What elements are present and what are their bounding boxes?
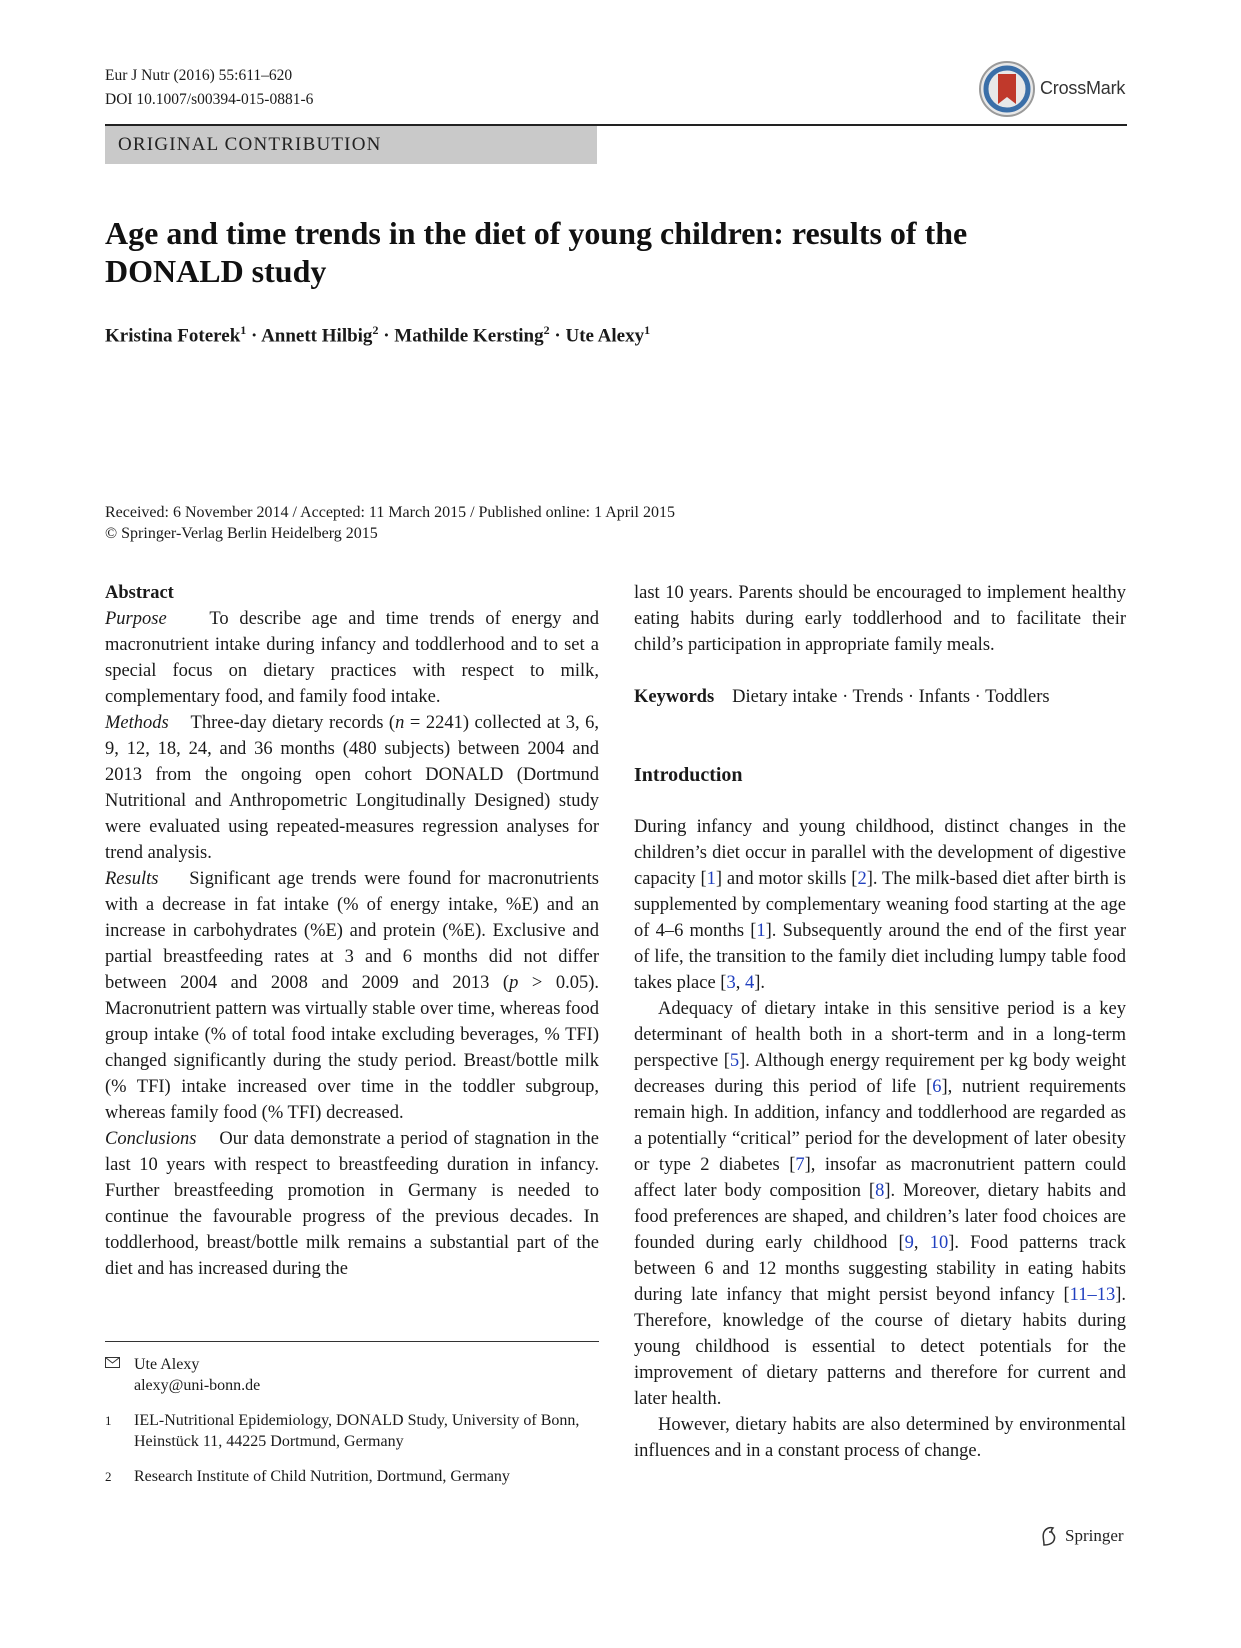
results-text-continued: > 0.05). Macronutrient pattern was virtually stable over time, whereas food group intake (% of total food intake excluding beverages, % TFI) changed significantly during the study period. Breast/bottle milk (% TFI) intake increased over time in the toddler subgroup, whereas family food (% TFI) decreased. bbox=[105, 973, 599, 1123]
methods-text: Three-day dietary records ( bbox=[190, 713, 396, 733]
body-text: ]. Therefore, knowledge of the course of dietary habits during young childhood is essential to detect potentials for the improvement of dietary patterns and therefore for current and later health. bbox=[634, 1285, 1126, 1409]
body-text: ]. Although energy requirement per kg body weight decreases during this period of life [ bbox=[634, 1051, 1126, 1097]
citation-link[interactable]: 3 bbox=[726, 973, 736, 993]
citation-link[interactable]: 1 bbox=[706, 869, 716, 889]
abstract-conclusions-continued: last 10 years. Parents should be encouraged to implement healthy eating habits during early toddlerhood and to facilitate their child’s participation in appropriate family meals. bbox=[634, 583, 1126, 655]
springer-horse-icon bbox=[1038, 1525, 1060, 1547]
affiliation-1 bbox=[105, 1410, 599, 1452]
journal-citation: Eur J Nutr (2016) 55:611–620 bbox=[105, 67, 293, 84]
author-name[interactable]: Ute Alexy bbox=[565, 325, 645, 347]
author-affiliation-mark: 1 bbox=[240, 323, 247, 337]
intro-paragraph-2 bbox=[634, 996, 1126, 1412]
doi[interactable]: DOI 10.1007/s00394-015-0881-6 bbox=[105, 91, 314, 108]
affiliation-2 bbox=[105, 1466, 599, 1487]
body-text: ]. Food patterns track between 6 and 12 months suggesting stability in eating habits during late infancy that might persist beyond infancy [ bbox=[634, 1233, 1126, 1305]
crossmark-label: CrossMark bbox=[1040, 78, 1126, 98]
citation-link[interactable]: 5 bbox=[729, 1051, 740, 1071]
conclusions-text: Our data demonstrate a period of stagnation in the last 10 years with respect to breastfeeding duration in infancy. Further breastfeeding promotion in Germany is needed to continue the favourable progress of the previous decades. In toddlerhood, breast/bottle milk remains a substantial part of the diet and has increased during the bbox=[105, 1129, 600, 1279]
body-text: ]. The milk-based diet after birth is supplemented by complementary weaning food starting at the age of 4–6 months [ bbox=[634, 869, 1126, 941]
results-label: Results bbox=[105, 869, 159, 889]
body-text: ], nutrient requirements remain high. In addition, infancy and toddlerhood are regarded as a potentially “critical” period for the development of later obesity or type 2 diabetes [ bbox=[634, 1077, 1126, 1175]
affiliation-text: Research Institute of Child Nutrition, Dortmund, Germany bbox=[134, 1468, 510, 1485]
journal-reference bbox=[105, 64, 313, 112]
affiliation-mark: 2 bbox=[105, 1469, 112, 1484]
body-text: ]. Subsequently around the end of the first year of life, the transition to the family diet including lumpy table food takes place [ bbox=[634, 921, 1126, 993]
copyright-line: © Springer-Verlag Berlin Heidelberg 2015 bbox=[105, 525, 378, 542]
author-name[interactable]: Kristina Foterek bbox=[105, 325, 241, 347]
citation-link[interactable]: 4 bbox=[744, 973, 755, 993]
author-affiliation-mark: 1 bbox=[644, 323, 651, 337]
corresponding-email[interactable]: alexy@uni-bonn.de bbox=[134, 1377, 261, 1394]
body-text: , bbox=[913, 1233, 930, 1253]
abstract-conclusions bbox=[105, 1126, 599, 1282]
results-text: Significant age trends were found for macronutrients with a decrease in fat intake (% of energy intake, %E) and an increase in carbohydrates (%E) and protein (%E). Exclusive and partial breastfeeding rates at 3 and 6 months did not differ between 2004 and 2008 and 2009 and 2013 ( bbox=[105, 869, 599, 993]
body-text: During infancy and young childhood, distinct changes in the children’s diet occur in parallel with the development of digestive capacity [ bbox=[634, 817, 1126, 889]
crossmark-icon bbox=[978, 60, 1036, 118]
sample-size-symbol: n bbox=[395, 713, 405, 733]
citation-link[interactable]: 9 bbox=[904, 1233, 914, 1253]
conclusions-label: Conclusions bbox=[105, 1129, 197, 1149]
citation-link[interactable]: 10 bbox=[929, 1233, 949, 1253]
citation-link[interactable]: 6 bbox=[932, 1077, 942, 1097]
author-name[interactable]: Mathilde Kersting bbox=[394, 325, 544, 347]
right-column bbox=[634, 580, 1126, 1464]
affiliation-mark: 1 bbox=[105, 1413, 112, 1428]
article-title: Age and time trends in the diet of young children: results of the DONALD study bbox=[105, 215, 968, 289]
history-line: Received: 6 November 2014 / Accepted: 11 March 2015 / Published online: 1 April 2015 bbox=[105, 504, 675, 521]
body-text: ] and motor skills [ bbox=[715, 869, 858, 889]
methods-text-continued: = 2241) collected at 3, 6, 9, 12, 18, 24, and 36 months (480 subjects) between 2004 and 2013 from the ongoing open cohort DONALD (Dortmund Nutritional and Anthropometric Longitudinally Designed) study were evaluated using repeated-measures regression analyses for trend analysis. bbox=[105, 713, 599, 863]
body-text: ], insofar as macronutrient pattern could affect later body composition [ bbox=[634, 1155, 1126, 1201]
citation-link[interactable]: 11–13 bbox=[1069, 1285, 1116, 1305]
corresponding-author bbox=[105, 1354, 599, 1396]
author-list bbox=[105, 323, 650, 347]
abstract-heading: Abstract bbox=[105, 583, 174, 603]
corresponding-name: Ute Alexy bbox=[134, 1356, 200, 1373]
body-text: Adequacy of dietary intake in this sensitive period is a key determinant of health both in a short-term and in a long-term perspective [ bbox=[634, 999, 1126, 1071]
envelope-icon bbox=[105, 1354, 134, 1396]
citation-link[interactable]: 8 bbox=[875, 1181, 885, 1201]
purpose-label: Purpose bbox=[105, 609, 167, 629]
keywords-list: Dietary intake · Trends · Infants · Toddlers bbox=[732, 687, 1050, 707]
keywords-label: Keywords bbox=[634, 687, 715, 707]
p-value-symbol: p bbox=[509, 973, 519, 993]
methods-label: Methods bbox=[105, 713, 169, 733]
section-label: ORIGINAL CONTRIBUTION bbox=[118, 134, 382, 155]
body-text: ]. Moreover, dietary habits and food preferences are shaped, and children’s later food choices are founded during early childhood [ bbox=[634, 1181, 1126, 1253]
footnote-rule bbox=[105, 1341, 599, 1342]
citation-link[interactable]: 2 bbox=[857, 869, 867, 889]
intro-paragraph-3: However, dietary habits are also determined by environmental influences and in a constant process of change. bbox=[634, 1415, 1126, 1461]
section-band bbox=[105, 126, 597, 164]
author-affiliation-mark: 2 bbox=[372, 323, 379, 337]
author-separator: · bbox=[383, 325, 390, 347]
citation-link[interactable]: 1 bbox=[756, 921, 766, 941]
footnotes bbox=[105, 1354, 599, 1501]
author-separator: · bbox=[554, 325, 561, 347]
left-column bbox=[105, 580, 599, 1282]
publisher-footer bbox=[1038, 1523, 1124, 1549]
abstract-results bbox=[105, 866, 599, 1126]
introduction-heading: Introduction bbox=[634, 764, 743, 786]
author-name[interactable]: Annett Hilbig bbox=[261, 325, 373, 347]
author-affiliation-mark: 2 bbox=[543, 323, 550, 337]
keywords bbox=[634, 684, 1126, 710]
citation-link[interactable]: 7 bbox=[795, 1155, 805, 1175]
body-text: ]. bbox=[754, 973, 765, 993]
publication-dates bbox=[105, 502, 675, 544]
purpose-text: To describe age and time trends of energy and macronutrient intake during infancy and toddlerhood and to set a special focus on dietary practices with respect to milk, complementary food, and family food intake. bbox=[105, 609, 599, 707]
body-text: , bbox=[735, 973, 745, 993]
intro-paragraph-1 bbox=[634, 814, 1126, 996]
abstract-methods bbox=[105, 710, 599, 866]
author-separator: · bbox=[251, 325, 258, 347]
affiliation-text: IEL-Nutritional Epidemiology, DONALD Study, University of Bonn, Heinstück 11, 44225 Dortmund, Germany bbox=[134, 1412, 580, 1450]
crossmark-badge[interactable] bbox=[978, 58, 1128, 122]
publisher-name: Springer bbox=[1065, 1526, 1124, 1545]
abstract-purpose bbox=[105, 606, 599, 710]
